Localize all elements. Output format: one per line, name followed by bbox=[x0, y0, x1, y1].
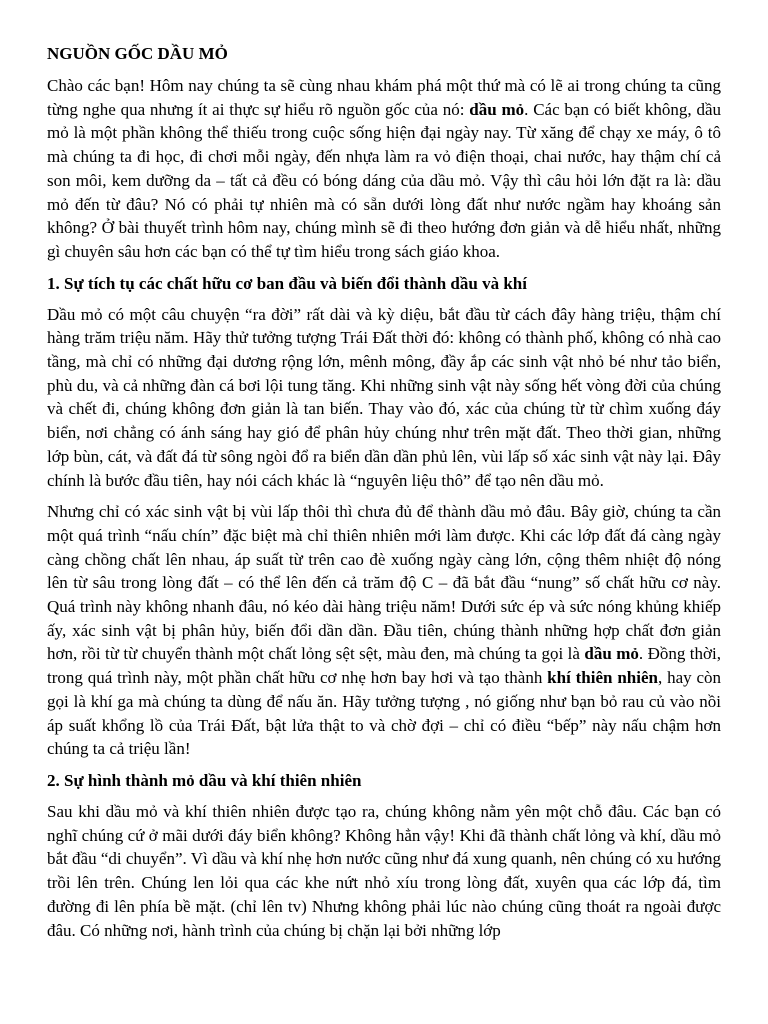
section-1-heading: 1. Sự tích tụ các chất hữu cơ ban đầu và biến đổi thành dầu và khí bbox=[47, 273, 527, 293]
s1p2-text-2: . Đồng thời, trong quá trình này, một phần chất hữu cơ nhẹ hơn bay hơi và tạo thành bbox=[47, 644, 721, 688]
document-title: NGUỒN GỐC DẦU MỎ bbox=[47, 44, 228, 63]
intro-bold-oil: dầu mỏ bbox=[469, 99, 525, 119]
s1p2-text-1: Nhưng chỉ có xác sinh vật bị vùi lấp thôi thì chưa đủ để thành dầu mỏ đâu. Bây giờ, chúng ta cần một quá trình “nấu chín” đặc biệt mà chỉ thiên nhiên mới làm được. Khi các lớp đất đá càng ngày càng chồng chất lên nhau, áp suất từ trên cao đè xuống ngày càng lớn, cộng thêm nhiệt độ nóng lên từ sâu trong lòng đất – có thể lên đến cả trăm độ C – đã bắt đầu “nung” số chất hữu cơ này. Quá trình này không nhanh đâu, nó kéo dài hàng triệu năm! Dưới sức ép và sức nóng khủng khiếp ấy, xác sinh vật bị phân hủy, biến đổi dần dần. Đầu tiên, chúng thành những hợp chất đơn giản hơn, rồi từ từ chuyển thành một chất lỏng sệt sệt, màu đen, mà chúng ta gọi là bbox=[47, 502, 721, 664]
intro-paragraph bbox=[47, 74, 721, 264]
section-2-heading: 2. Sự hình thành mỏ dầu và khí thiên nhiên bbox=[47, 770, 362, 790]
s1p2-bold-oil: dầu mỏ bbox=[584, 644, 639, 664]
section-1-paragraph-2 bbox=[47, 500, 721, 761]
intro-text-2: . Các bạn có biết không, dầu mỏ là một phần không thể thiếu trong cuộc sống hiện đại ngày nay. Từ xăng để chạy xe máy, ô tô mà chúng ta đi học, đi chơi mỗi ngày, đến nhựa làm ra vỏ điện thoại, chai nước, hay thậm chí cả son môi, kem dưỡng da – tất cả đều có bóng dáng của dầu mỏ. Vậy thì câu hỏi lớn đặt ra là: dầu mỏ đến từ đâu? Nó có phải tự nhiên mà có sẵn dưới lòng đất như nước ngầm hay khoáng sản không? Ở bài thuyết trình hôm nay, chúng mình sẽ đi theo hướng đơn giản và dễ hiểu nhất, những gì chuyên sâu hơn các bạn có thể tự tìm hiểu trong sách giáo khoa. bbox=[47, 99, 721, 261]
section-2-paragraph-1: Sau khi dầu mỏ và khí thiên nhiên được tạo ra, chúng không nằm yên một chỗ đâu. Các bạn có nghĩ chúng cứ ở mãi dưới đáy biển không? Không hẳn vậy! Khi đã thành chất lỏng và khí, dầu mỏ bắt đầu “di chuyển”. Vì dầu và khí nhẹ hơn nước cũng như đá xung quanh, nên chúng có xu hướng trồi lên trên. Chúng len lỏi qua các khe nứt nhỏ xíu trong lòng đất, xuyên qua các lớp đá, tìm đường đi lên phía bề mặt. (chỉ lên tv) Nhưng không phải lúc nào chúng cũng thoát ra ngoài được đâu. Có những nơi, hành trình của chúng bị chặn lại bởi những lớp bbox=[47, 801, 721, 940]
s1p2-text-3: , hay còn gọi là khí ga mà chúng ta dùng để nấu ăn. Hãy tưởng tượng , nó giống như bạn bỏ rau củ vào nồi áp suất khổng lồ của Trái Đất, bật lửa thật to và chờ đợi – chỉ có điều “bếp” này nấu chậm hơn chúng ta cả triệu lần! bbox=[47, 668, 721, 759]
s1p2-bold-natural-gas: khí thiên nhiên bbox=[547, 668, 658, 688]
intro-text-1: Chào các bạn! Hôm nay chúng ta sẽ cùng nhau khám phá một thứ mà có lẽ ai trong chúng ta cũng từng nghe qua nhưng ít ai thực sự hiểu rõ nguồn gốc của nó: bbox=[47, 76, 721, 119]
section-1-paragraph-1: Dầu mỏ có một câu chuyện “ra đời” rất dài và kỳ diệu, bắt đầu từ cách đây hàng triệu, thậm chí hàng trăm triệu năm. Hãy thử tưởng tượng Trái Đất thời đó: không có thành phố, không có nhà cao tầng, mà chỉ có những đại dương rộng lớn, mênh mông, đầy ắp các sinh vật nhỏ bé như tảo biển, phù du, và cả những đàn cá bơi lội tung tăng. Khi những sinh vật này sống hết vòng đời của chúng và chết đi, chúng không đơn giản là tan biến. Thay vào đó, xác của chúng từ từ chìm xuống đáy biển, nơi chẳng có ánh sáng hay gió để phân hủy chúng như trên mặt đất. Theo thời gian, những lớp bùn, cát, và đất đá từ sông ngòi đổ ra biển dần dần phủ lên, vùi lấp số xác sinh vật này lại. Đây chính là bước đầu tiên, hay nói cách khác là “nguyên liệu thô” để tạo nên dầu mỏ. bbox=[47, 304, 721, 490]
